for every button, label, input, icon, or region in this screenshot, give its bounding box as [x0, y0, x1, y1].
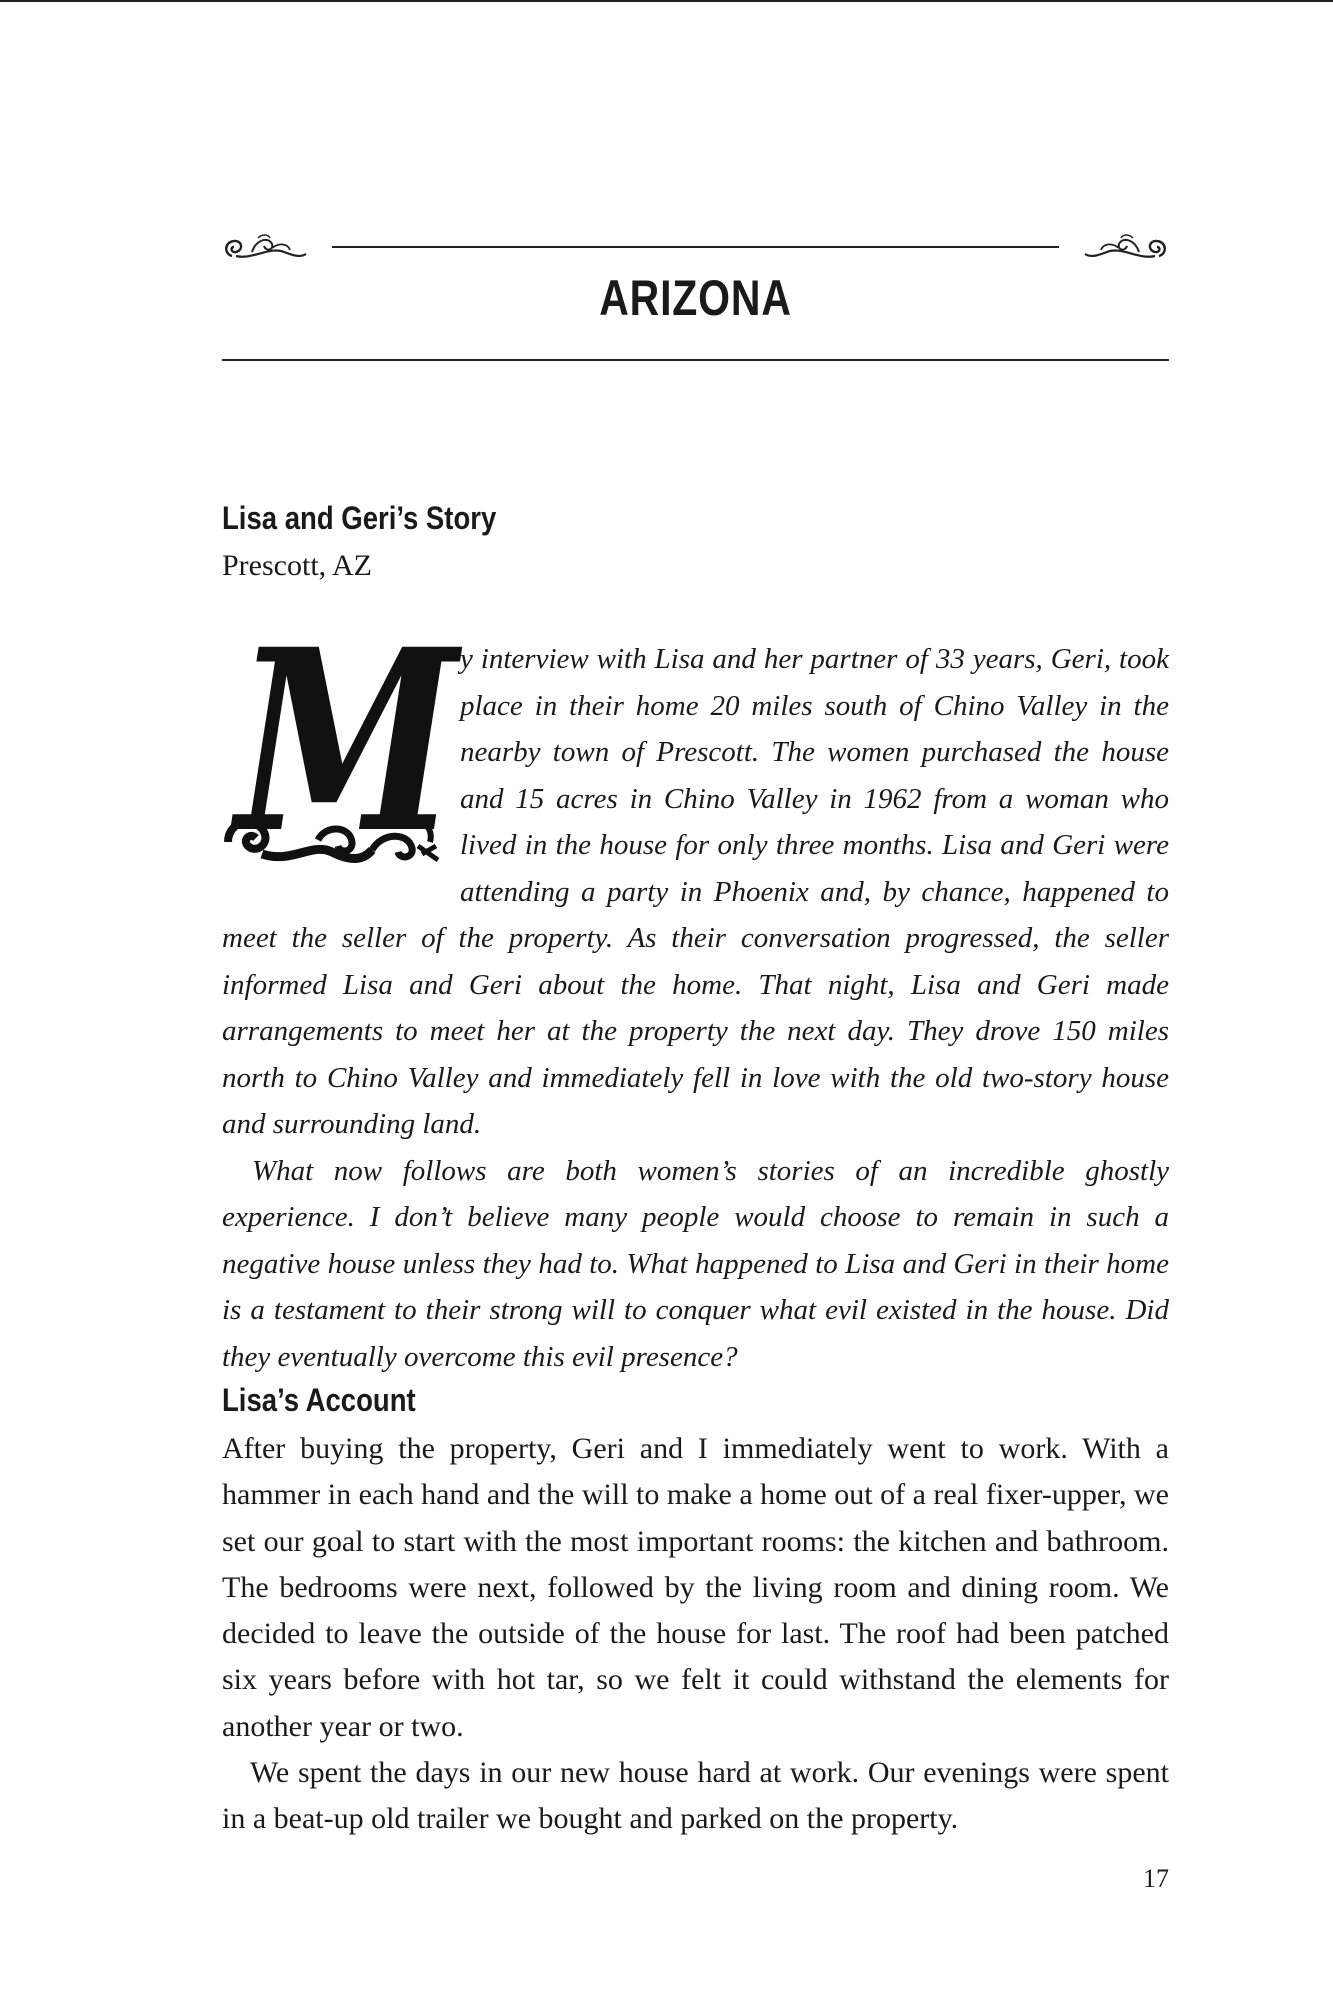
- drop-cap-letter: M: [236, 594, 458, 888]
- book-page: [222, 0, 1169, 2000]
- drop-cap-swirl-icon: [222, 802, 442, 874]
- body-paragraph: After buying the property, Geri and I immediately went to work. With a hammer in each hand and the will to make a home out of a real fixer-upper, we set our goal to start with the most important rooms: the kitchen and bathroom. The bedrooms were next, followed by the living room and dining room. We decided to leave the outside of the house for last. The roof had been patched six years before with hot tar, so we felt it could withstand the elements for another year or two.: [222, 1432, 1169, 1743]
- flourish-right-icon: [1083, 226, 1169, 270]
- intro-paragraph: y interview with Lisa and her partner of 33 years, Geri, took place in their home 20 miles south of Chino Valley in the nearby town of Prescott. The women purchased the house and 15 acres in Chino Valley in 1962 from a woman who lived in the house for only three months. Lisa and Geri were attending a party in Phoenix and, by chance, happened to meet the seller of the property. As their conversation progressed, the seller informed Lisa and Geri about the home. That night, Lisa and Geri made arrangements to meet her at the property the next day. They drove 150 miles north to Chino Valley and immediately fell in love with the old two-story house and surrounding land.: [222, 643, 1169, 1140]
- header-rule-top: [332, 246, 1059, 248]
- flourish-left-icon: [222, 226, 308, 270]
- body-paragraph: We spent the days in our new house hard at work. Our evenings were spent in a beat-up old trailer we bought and parked on the property.: [222, 1756, 1169, 1836]
- account-heading: Lisa’s Account: [222, 1382, 416, 1418]
- account-body: [222, 1426, 1169, 1843]
- intro-block: [222, 594, 1169, 1380]
- intro-paragraph: What now follows are both women’s stories of an incredible ghostly experience. I don’t believe many people would choose to remain in such a negative house unless they had to. What happened to Lisa and Geri in their home is a testament to their strong will to conquer what evil existed in the house. Did they eventually overcome this evil presence?: [222, 1154, 1169, 1373]
- story-heading: Lisa and Geri’s Story: [222, 500, 497, 536]
- page-number: 17: [1143, 1864, 1169, 1893]
- drop-cap: [222, 594, 458, 888]
- chapter-header: [222, 222, 1169, 364]
- chapter-title: ARIZONA: [599, 270, 792, 326]
- header-rule-bottom: [222, 359, 1169, 361]
- story-location: Prescott, AZ: [222, 549, 372, 582]
